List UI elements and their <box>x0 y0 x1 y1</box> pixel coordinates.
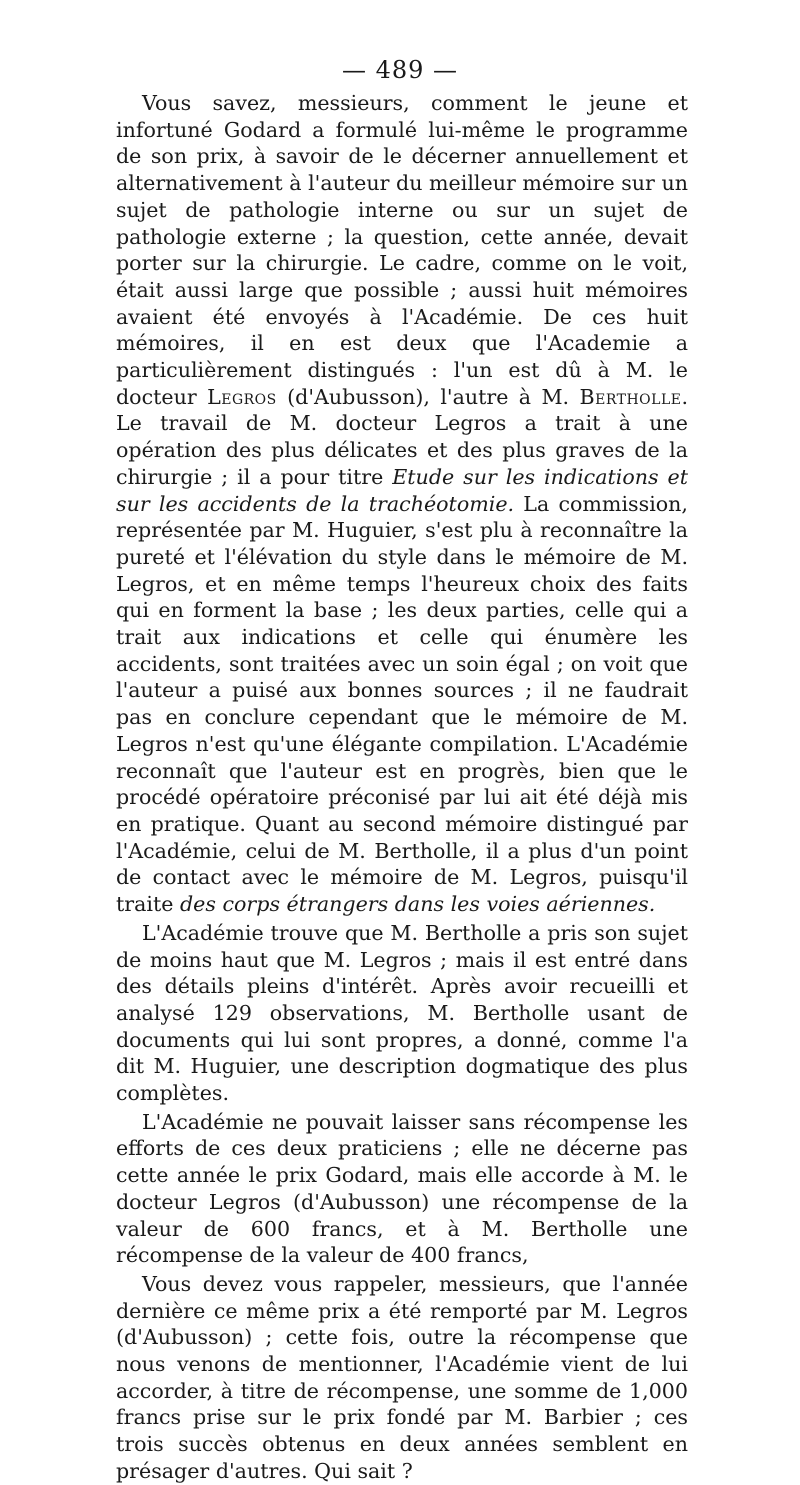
text-run: (d'Aubusson), l'autre à M. <box>276 384 580 409</box>
work-title-legros: Etude sur les indications et sur les accidents de la trachéotomie. <box>116 464 688 516</box>
text-run: L'Académie trouve que M. Bertholle a pris son sujet de moins haut que M. Legros ; mais il est entré dans des détails pleins d'intérêt. Après avoir recueilli et analysé 129 observations, M. Bertholle usant de documents qui lui sont propres, a donné, comme l'a dit M. Huguier, une description dogmatique des plus complètes. <box>116 920 688 1106</box>
body-text <box>116 90 688 1485</box>
text-run: L'Académie ne pouvait laisser sans récompense les efforts de ces deux praticiens ; elle ne décerne pas cette année le prix Godard, mais elle accorde à M. le docteur Legros (d'Aubusson) une récompense de la valeur de 600 francs, et à M. Bertholle une récompense de la valeur de 400 francs, <box>116 1109 688 1268</box>
text-run: La commission, représentée par M. Huguier, s'est plu à reconnaître la pureté et l'élévation du style dans le mémoire de M. Legros, et en même temps l'heureux choix des faits qui en forment la base ; les deux parties, celle qui a trait aux indications et celle qui énumère les accidents, sont traitées avec un soin égal ; on voit que l'auteur a puisé aux bonnes sources ; il ne faudrait pas en conclure cependant que le mémoire de M. Legros n'est qu'une élégante compilation. L'Académie reconnaît que l'auteur est en progrès, bien que le procédé opératoire préconisé par lui ait été déjà mis en pratique. Quant au second mémoire distingué par l'Académie, celui de M. Bertholle, il a plus d'un point de contact avec le mémoire de M. Legros, puisqu'il traite <box>116 491 688 917</box>
page-number: — 489 — <box>341 56 459 84</box>
author-name-bertholle: Bertholle <box>579 384 682 409</box>
text-run: . Le travail de M. docteur Legros a trait à une opération des plus délicates et des plus graves de la chirurgie ; il a pour titre <box>116 384 689 489</box>
paragraph <box>116 1271 688 1485</box>
work-title-bertholle: des corps étrangers dans les voies aériennes. <box>180 892 656 917</box>
author-name-legros: Legros <box>207 384 277 409</box>
text-run: Vous savez, messieurs, comment le jeune et infortuné Godard a formulé lui-même le programme de son prix, à savoir de le décerner annuellement et alternativement à l'auteur du meilleur mémoire sur un sujet de pathologie interne ou sur un sujet de pathologie externe ; la question, cette année, devait porter sur la chirurgie. Le cadre, comme on le voit, était aussi large que possible ; aussi huit mémoires avaient été envoyés à l'Académie. De ces huit mémoires, il en est deux que l'Academie a particulièrement distingués : l'un est dû à M. le docteur <box>116 91 688 409</box>
text-run: Vous devez vous rappeler, messieurs, que l'année dernière ce même prix a été remporté par M. Legros (d'Aubusson) ; cette fois, outre la récompense que nous venons de mentionner, l'Académie vient de lui accorder, à titre de récompense, une somme de 1,000 francs prise sur le prix fondé par M. Barbier ; ces trois succès obtenus en deux années semblent en présager d'autres. Qui sait ? <box>116 1271 688 1483</box>
paragraph <box>116 1109 688 1269</box>
paragraph <box>116 90 688 918</box>
paragraph <box>116 920 688 1107</box>
